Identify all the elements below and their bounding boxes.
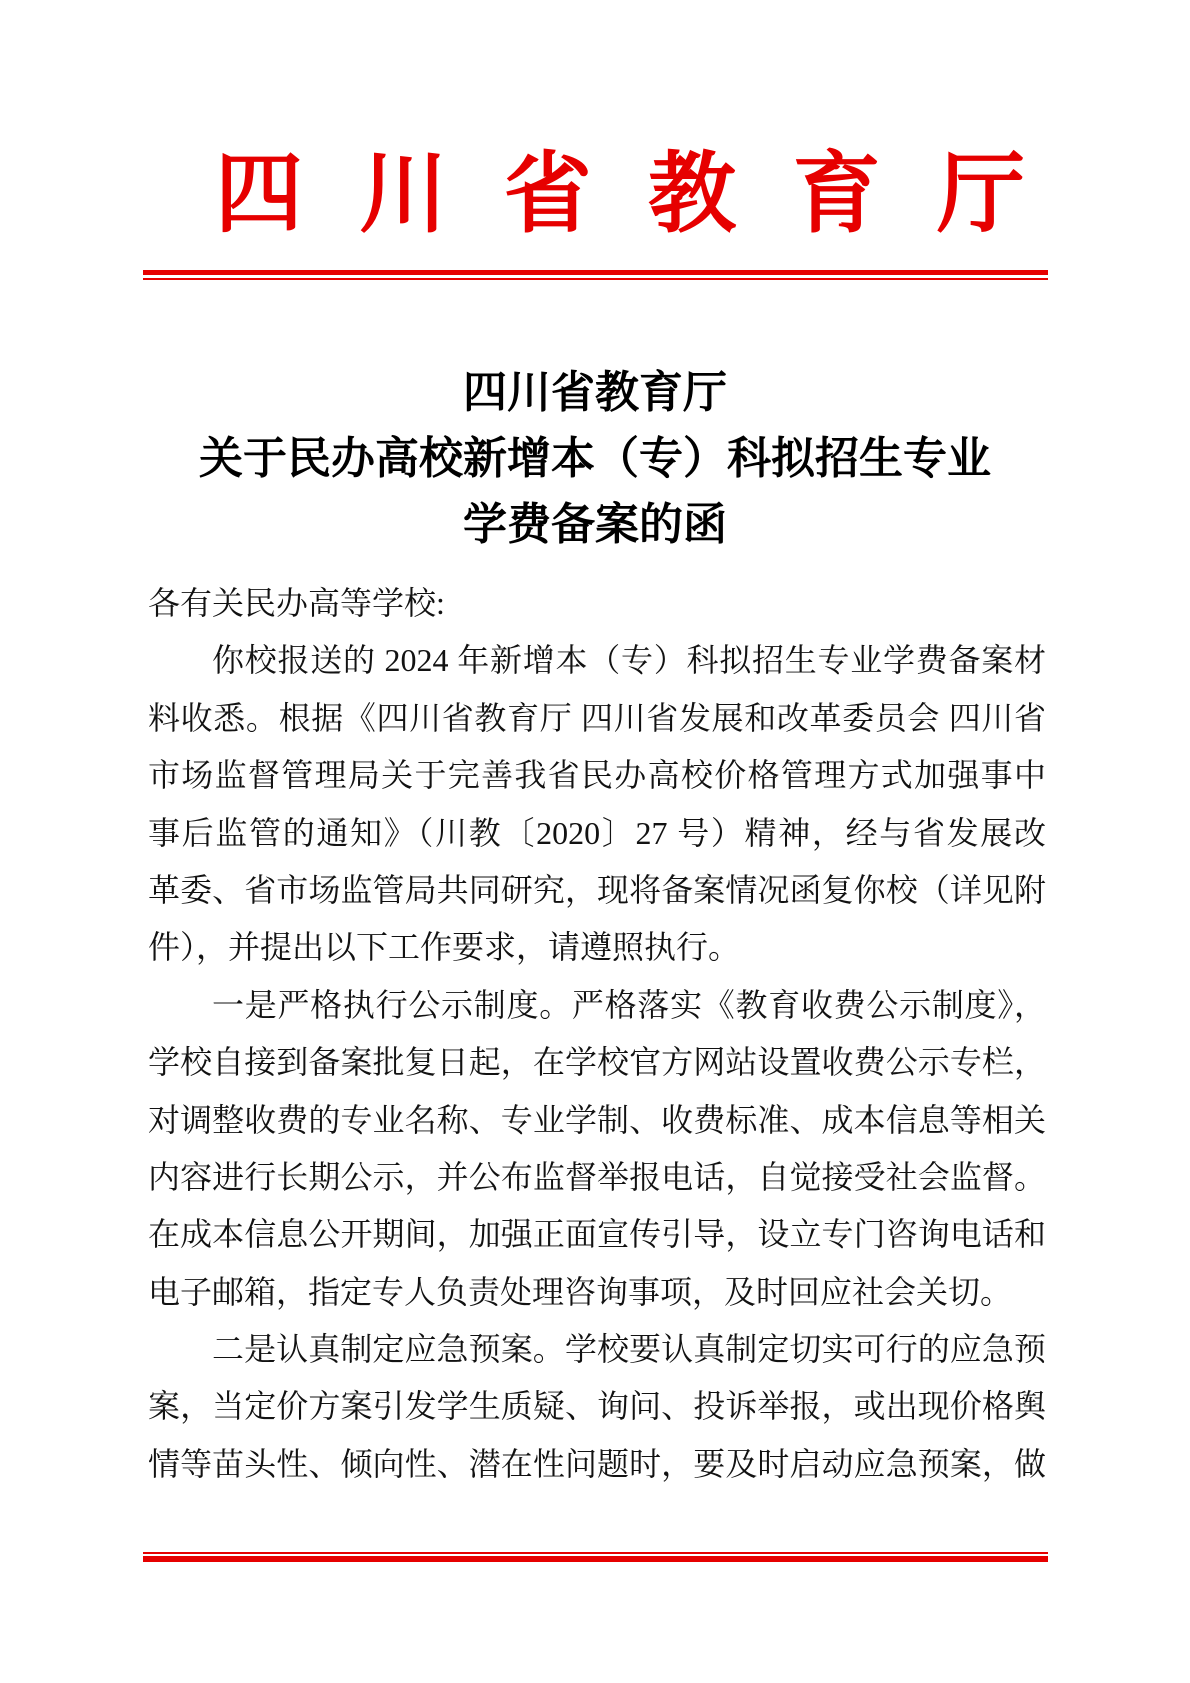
document-body bbox=[148, 575, 1046, 1493]
body-line: 革委、省市场监管局共同研究，现将备案情况函复你校（详见附 bbox=[148, 871, 1046, 908]
document-title bbox=[0, 360, 1190, 558]
body-line: 件），并提出以下工作要求，请遵照执行。 bbox=[148, 929, 741, 966]
body-line: 料收悉。根据《四川省教育厅 四川省发展和改革委员会 四川省 bbox=[148, 699, 1046, 736]
body-line: 学校自接到备案批复日起，在学校官方网站设置收费公示专栏， bbox=[148, 1044, 1046, 1081]
body-line: 对调整收费的专业名称、专业学制、收费标准、成本信息等相关 bbox=[148, 1101, 1046, 1138]
body-line: 电子邮箱，指定专人负责处理咨询事项，及时回应社会关切。 bbox=[148, 1273, 1013, 1310]
salutation-line: 各有关民办高等学校: bbox=[148, 585, 445, 621]
letterhead-character: 厅 bbox=[936, 147, 1025, 244]
body-line: 你校报送的 2024 年新增本（专）科拟招生专业学费备案材 bbox=[212, 642, 1046, 679]
body-line: 在成本信息公开期间，加强正面宣传引导，设立专门咨询电话和 bbox=[148, 1216, 1046, 1253]
agency-letterhead bbox=[215, 148, 1025, 244]
document-title-line-1: 四川省教育厅 bbox=[463, 368, 727, 417]
letterhead-character: 教 bbox=[648, 147, 737, 244]
body-paragraph-lines bbox=[148, 632, 1046, 1493]
letterhead-character: 川 bbox=[359, 147, 448, 244]
letterhead-character: 育 bbox=[792, 147, 881, 244]
rule-thick-bar bbox=[143, 1556, 1048, 1562]
body-line: 二是认真制定应急预案。学校要认真制定切实可行的应急预 bbox=[212, 1331, 1046, 1368]
body-line: 市场监督管理局关于完善我省民办高校价格管理方式加强事中 bbox=[148, 757, 1046, 794]
footer-double-rule bbox=[143, 1552, 1048, 1562]
body-line: 一是严格执行公示制度。严格落实《教育收费公示制度》， bbox=[212, 986, 1046, 1023]
body-line: 内容进行长期公示，并公布监督举报电话，自觉接受社会监督。 bbox=[148, 1158, 1046, 1195]
letterhead-character: 省 bbox=[503, 147, 592, 244]
body-line: 情等苗头性、倾向性、潜在性问题时，要及时启动应急预案，做 bbox=[148, 1445, 1046, 1482]
letterhead-character: 四 bbox=[215, 147, 304, 244]
document-title-line-3: 学费备案的函 bbox=[463, 500, 727, 549]
rule-thin-bar bbox=[143, 278, 1048, 280]
document-title-line-2: 关于民办高校新增本（专）科拟招生专业 bbox=[199, 434, 991, 483]
body-line: 案，当定价方案引发学生质疑、询问、投诉举报，或出现价格舆 bbox=[148, 1388, 1046, 1425]
letterhead-double-rule bbox=[143, 270, 1048, 280]
body-line: 事后监管的通知》（川教〔2020〕27 号）精神，经与省发展改 bbox=[148, 814, 1046, 851]
